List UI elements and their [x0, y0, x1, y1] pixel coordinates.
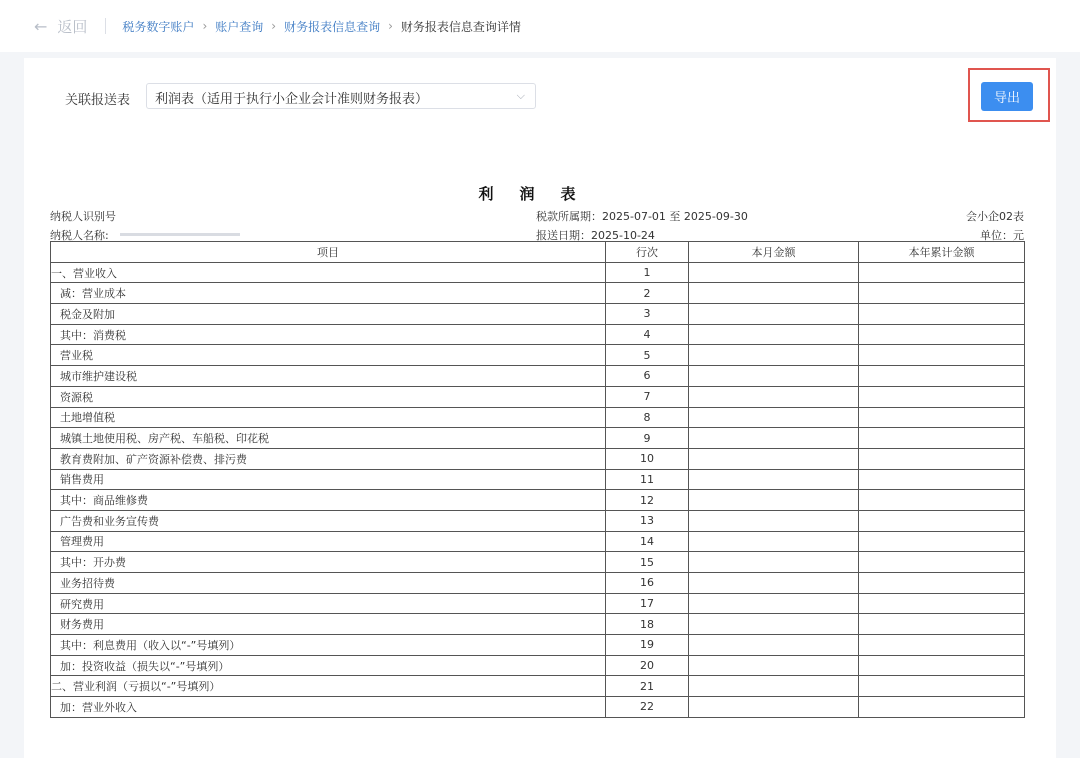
report-select-label: 关联报送表 — [65, 93, 131, 108]
table-row — [51, 304, 1025, 325]
row-item: 资源税 — [51, 386, 606, 407]
table-row — [51, 283, 1025, 304]
table-row — [51, 428, 1025, 449]
row-line-number: 9 — [606, 428, 689, 449]
row-month-amount — [689, 283, 859, 304]
table-row — [51, 614, 1025, 635]
row-month-amount — [689, 469, 859, 490]
row-item: 城市维护建设税 — [51, 366, 606, 387]
row-ytd-amount — [859, 428, 1025, 449]
column-header-month: 本月金额 — [689, 242, 859, 263]
row-item: 研究费用 — [51, 593, 606, 614]
report-select-value: 利润表（适用于执行小企业会计准则财务报表） — [155, 92, 429, 107]
table-row — [51, 469, 1025, 490]
unit-label: 单位：元 — [980, 229, 1024, 242]
row-line-number: 13 — [606, 510, 689, 531]
row-item: 税金及附加 — [51, 304, 606, 325]
row-month-amount — [689, 366, 859, 387]
breadcrumb-current: 财务报表信息查询详情 — [400, 19, 521, 34]
row-item: 营业税 — [51, 345, 606, 366]
report-title: 利润表 — [478, 185, 602, 203]
breadcrumb-account-query[interactable]: 账户查询 — [215, 19, 264, 34]
row-ytd-amount — [859, 510, 1025, 531]
column-header-item: 项目 — [51, 242, 606, 263]
row-line-number: 18 — [606, 614, 689, 635]
row-item: 其中：消费税 — [51, 324, 606, 345]
table-row — [51, 324, 1025, 345]
row-ytd-amount — [859, 697, 1025, 718]
row-item: 减：营业成本 — [51, 283, 606, 304]
row-item: 业务招待费 — [51, 573, 606, 594]
main-panel — [24, 58, 1056, 758]
row-item: 城镇土地使用税、房产税、车船税、印花税 — [51, 428, 606, 449]
table-row — [51, 697, 1025, 718]
row-line-number: 10 — [606, 448, 689, 469]
row-ytd-amount — [859, 614, 1025, 635]
table-row — [51, 676, 1025, 697]
submit-date: 报送日期：2025-10-24 — [536, 229, 655, 242]
row-month-amount — [689, 386, 859, 407]
row-item: 其中：商品维修费 — [51, 490, 606, 511]
row-line-number: 22 — [606, 697, 689, 718]
table-row — [51, 407, 1025, 428]
row-line-number: 7 — [606, 386, 689, 407]
row-ytd-amount — [859, 407, 1025, 428]
row-item: 土地增值税 — [51, 407, 606, 428]
export-button[interactable]: 导出 — [981, 82, 1033, 111]
row-ytd-amount — [859, 552, 1025, 573]
table-row — [51, 655, 1025, 676]
row-item: 加：投资收益（损失以“-”号填列） — [51, 655, 606, 676]
taxpayer-id-label: 纳税人识别号 — [50, 210, 116, 223]
row-line-number: 14 — [606, 531, 689, 552]
table-row — [51, 345, 1025, 366]
row-month-amount — [689, 614, 859, 635]
row-ytd-amount — [859, 573, 1025, 594]
row-month-amount — [689, 593, 859, 614]
tax-period: 税款所属期：2025-07-01 至 2025-09-30 — [536, 210, 748, 223]
back-label: 返回 — [57, 17, 88, 36]
column-header-ytd: 本年累计金额 — [859, 242, 1025, 263]
table-row — [51, 366, 1025, 387]
row-ytd-amount — [859, 531, 1025, 552]
row-ytd-amount — [859, 593, 1025, 614]
row-line-number: 6 — [606, 366, 689, 387]
row-month-amount — [689, 635, 859, 656]
row-ytd-amount — [859, 304, 1025, 325]
redacted-name — [120, 233, 240, 236]
row-ytd-amount — [859, 448, 1025, 469]
table-row — [51, 593, 1025, 614]
row-line-number: 8 — [606, 407, 689, 428]
row-line-number: 21 — [606, 676, 689, 697]
row-month-amount — [689, 428, 859, 449]
row-month-amount — [689, 676, 859, 697]
form-code: 会小企02表 — [966, 210, 1024, 223]
back-button[interactable] — [34, 16, 87, 37]
row-ytd-amount — [859, 469, 1025, 490]
row-ytd-amount — [859, 655, 1025, 676]
table-row — [51, 510, 1025, 531]
income-statement-table — [50, 241, 1025, 718]
chevron-right-icon: › — [202, 19, 208, 33]
row-item: 二、营业利润（亏损以“-”号填列） — [51, 676, 606, 697]
row-month-amount — [689, 573, 859, 594]
table-row — [51, 531, 1025, 552]
table-row — [51, 635, 1025, 656]
row-ytd-amount — [859, 262, 1025, 283]
row-month-amount — [689, 531, 859, 552]
row-line-number: 19 — [606, 635, 689, 656]
row-item: 广告费和业务宣传费 — [51, 510, 606, 531]
top-bar — [0, 0, 1080, 52]
row-month-amount — [689, 655, 859, 676]
table-row — [51, 262, 1025, 283]
row-ytd-amount — [859, 490, 1025, 511]
row-line-number: 11 — [606, 469, 689, 490]
row-line-number: 16 — [606, 573, 689, 594]
row-item: 教育费附加、矿产资源补偿费、排污费 — [51, 448, 606, 469]
row-month-amount — [689, 448, 859, 469]
row-item: 销售费用 — [51, 469, 606, 490]
row-line-number: 2 — [606, 283, 689, 304]
column-header-line: 行次 — [606, 242, 689, 263]
breadcrumb-report-query[interactable]: 财务报表信息查询 — [284, 19, 381, 34]
row-item: 其中：利息费用（收入以“-”号填列） — [51, 635, 606, 656]
row-line-number: 20 — [606, 655, 689, 676]
row-item: 加：营业外收入 — [51, 697, 606, 718]
row-month-amount — [689, 510, 859, 531]
row-ytd-amount — [859, 283, 1025, 304]
row-line-number: 1 — [606, 262, 689, 283]
report-select[interactable] — [146, 83, 536, 109]
row-month-amount — [689, 304, 859, 325]
row-month-amount — [689, 490, 859, 511]
row-item: 管理费用 — [51, 531, 606, 552]
row-item: 财务费用 — [51, 614, 606, 635]
table-row — [51, 490, 1025, 511]
taxpayer-name-label: 纳税人名称: — [50, 229, 109, 242]
table-row — [51, 573, 1025, 594]
row-ytd-amount — [859, 676, 1025, 697]
row-line-number: 5 — [606, 345, 689, 366]
row-month-amount — [689, 345, 859, 366]
divider — [105, 18, 106, 34]
row-line-number: 17 — [606, 593, 689, 614]
arrow-left-icon: ← — [34, 16, 48, 36]
row-month-amount — [689, 552, 859, 573]
row-line-number: 3 — [606, 304, 689, 325]
row-month-amount — [689, 697, 859, 718]
row-month-amount — [689, 407, 859, 428]
table-header-row — [51, 242, 1025, 263]
row-item: 一、营业收入 — [51, 262, 606, 283]
table-row — [51, 448, 1025, 469]
row-line-number: 12 — [606, 490, 689, 511]
chevron-right-icon: › — [388, 19, 393, 33]
row-month-amount — [689, 324, 859, 345]
row-ytd-amount — [859, 635, 1025, 656]
chevron-right-icon: › — [271, 19, 277, 33]
table-row — [51, 386, 1025, 407]
row-line-number: 4 — [606, 324, 689, 345]
chevron-down-icon: ⌵ — [516, 89, 525, 102]
table-row — [51, 552, 1025, 573]
row-line-number: 15 — [606, 552, 689, 573]
row-ytd-amount — [859, 324, 1025, 345]
breadcrumb-tax-account[interactable]: 税务数字账户 — [122, 19, 195, 34]
row-item: 其中：开办费 — [51, 552, 606, 573]
row-ytd-amount — [859, 345, 1025, 366]
row-ytd-amount — [859, 366, 1025, 387]
row-month-amount — [689, 262, 859, 283]
row-ytd-amount — [859, 386, 1025, 407]
